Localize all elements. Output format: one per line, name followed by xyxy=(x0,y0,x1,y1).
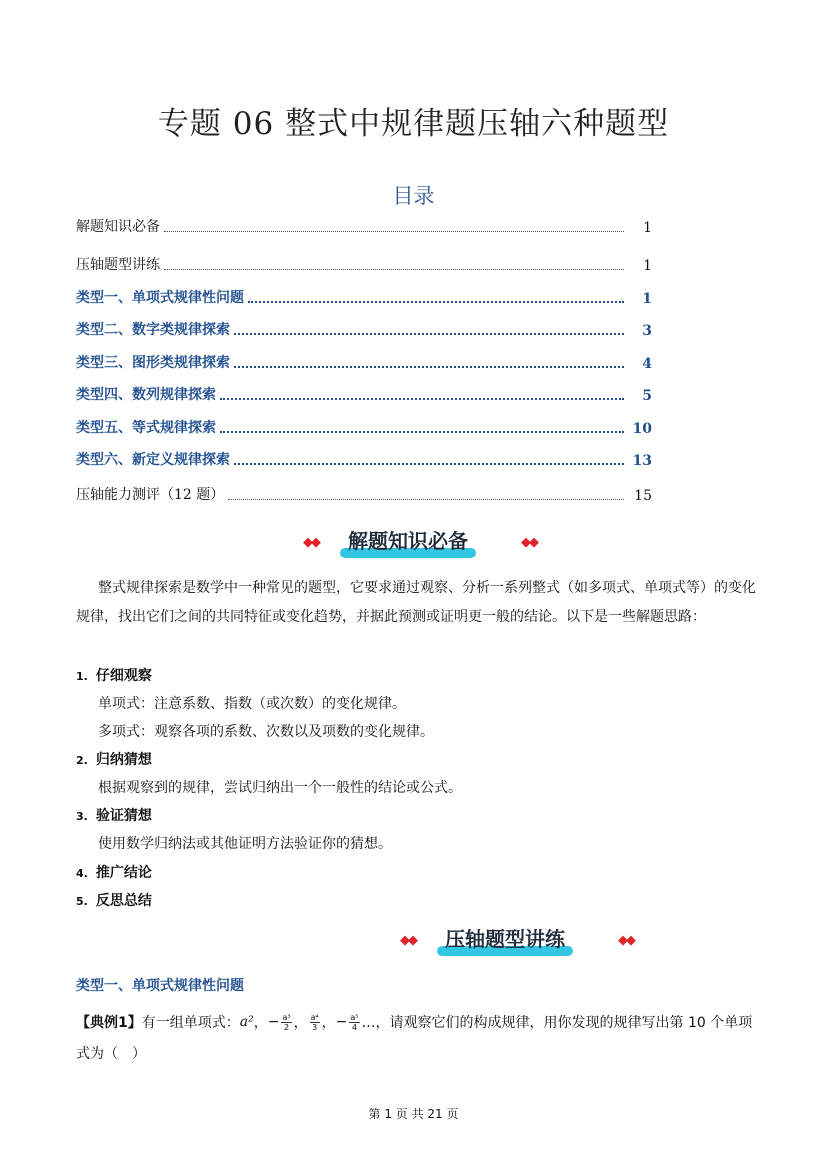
example-line-2: 式为（ ） xyxy=(76,1046,146,1062)
fraction-term: $\frac{\text{a⁵}}{4}$ xyxy=(350,1012,359,1032)
toc-leader-dots xyxy=(234,463,624,465)
toc-entry-page: 1 xyxy=(643,258,652,274)
toc-entry-label: 压轴能力测评（12 题） xyxy=(76,487,225,503)
section-banner xyxy=(400,924,650,958)
toc-entry-page: 3 xyxy=(642,323,652,339)
diamond-ornament-icon: ◆◆ xyxy=(618,933,634,948)
step-detail: 单项式：注意系数、指数（或次数）的变化规律。 xyxy=(98,696,406,712)
step-heading xyxy=(76,862,152,882)
toc-entry-page: 1 xyxy=(642,291,652,307)
toc-leader-dots xyxy=(234,333,624,335)
step-number: 2. xyxy=(76,754,88,767)
fraction-term: $\frac{\text{a³}}{2}$ xyxy=(282,1012,291,1032)
toc-entry[interactable] xyxy=(76,484,652,504)
toc-leader-dots xyxy=(220,398,624,400)
diamond-ornament-icon: ◆◆ xyxy=(303,535,319,550)
separator: ， xyxy=(253,1015,268,1031)
step-detail: 多项式：观察各项的系数、次数以及项数的变化规律。 xyxy=(98,724,434,740)
toc-leader-dots xyxy=(228,499,624,500)
intro-paragraph: 整式规律探索是数学中一种常见的题型，它要求通过观察、分析一系列整式（如多项式、单项式等）的变化规律，找出它们之间的共同特征或变化趋势，并据此预测或证明更一般的结论。以下是一些解题思路： xyxy=(76,580,756,625)
toc-entry-page: 13 xyxy=(632,453,652,469)
toc-entry-label: 压轴题型讲练 xyxy=(76,257,160,273)
toc-entry-page: 15 xyxy=(634,488,652,504)
toc-entry-page: 1 xyxy=(643,220,652,236)
banner-label: 压轴题型讲练 xyxy=(435,924,575,954)
step-title: 仔细观察 xyxy=(95,668,152,684)
minus-sign: − xyxy=(335,1014,348,1030)
toc-leader-dots xyxy=(220,431,624,433)
toc-entry-page: 5 xyxy=(642,388,652,404)
toc-entry-label: 类型四、数列规律探索 xyxy=(76,387,216,403)
step-title: 推广结论 xyxy=(95,865,152,881)
step-detail: 使用数学归纳法或其他证明方法验证你的猜想。 xyxy=(98,836,392,852)
toc-entry[interactable] xyxy=(76,287,652,307)
term-a-squared: a² xyxy=(239,1014,254,1030)
banner-label: 解题知识必备 xyxy=(338,526,478,556)
toc-entry[interactable] xyxy=(76,216,652,236)
toc-entry[interactable] xyxy=(76,319,652,339)
toc-entry[interactable] xyxy=(76,254,652,274)
toc-entry[interactable] xyxy=(76,449,652,469)
toc-entry-label: 类型三、图形类规律探索 xyxy=(76,355,230,371)
toc-leader-dots xyxy=(164,269,624,270)
step-number: 5. xyxy=(76,895,88,908)
diamond-ornament-icon: ◆◆ xyxy=(400,933,416,948)
toc-leader-dots xyxy=(164,231,624,232)
example-label: 【典例1】 xyxy=(76,1015,142,1031)
type-heading: 类型一、单项式规律性问题 xyxy=(76,978,244,994)
step-heading xyxy=(76,890,152,910)
toc-entry-label: 类型六、新定义规律探索 xyxy=(76,452,230,468)
toc-entry-page: 4 xyxy=(642,356,652,372)
step-heading xyxy=(76,805,152,825)
toc-entry-page: 10 xyxy=(632,421,652,437)
toc-entry[interactable] xyxy=(76,417,652,437)
step-number: 3. xyxy=(76,810,88,823)
step-detail: 根据观察到的规律，尝试归纳出一个一般性的结论或公式。 xyxy=(98,780,462,796)
step-heading xyxy=(76,749,152,769)
minus-sign: − xyxy=(267,1014,280,1030)
toc-entry[interactable] xyxy=(76,352,652,372)
diamond-ornament-icon: ◆◆ xyxy=(521,535,537,550)
fraction-term: $\frac{\text{a⁴}}{3}$ xyxy=(310,1012,319,1032)
section-banner xyxy=(303,526,553,560)
toc-heading: 目录 xyxy=(392,184,435,208)
separator: ， xyxy=(293,1015,308,1031)
step-number: 1. xyxy=(76,670,88,683)
toc-leader-dots xyxy=(248,301,624,303)
step-title: 反思总结 xyxy=(95,893,152,909)
toc-entry-label: 解题知识必备 xyxy=(76,219,160,235)
example-line xyxy=(76,1010,752,1034)
page-title: 专题 06 整式中规律题压轴六种题型 xyxy=(157,106,670,142)
example-text: 有一组单项式： xyxy=(141,1015,240,1031)
toc-entry[interactable] xyxy=(76,384,652,404)
step-heading xyxy=(76,665,152,685)
toc-entry-label: 类型二、数字类规律探索 xyxy=(76,322,230,338)
toc-entry-label: 类型五、等式规律探索 xyxy=(76,420,216,436)
step-number: 4. xyxy=(76,867,88,880)
step-title: 验证猜想 xyxy=(95,808,152,824)
toc-leader-dots xyxy=(234,366,624,368)
example-text: …，请观察它们的构成规律，用你发现的规律写出第 10 个单项 xyxy=(361,1015,753,1031)
separator: ， xyxy=(321,1015,336,1031)
step-title: 归纳猜想 xyxy=(95,752,152,768)
toc-entry-label: 类型一、单项式规律性问题 xyxy=(76,290,244,306)
page-footer: 第 1 页 共 21 页 xyxy=(368,1107,459,1121)
